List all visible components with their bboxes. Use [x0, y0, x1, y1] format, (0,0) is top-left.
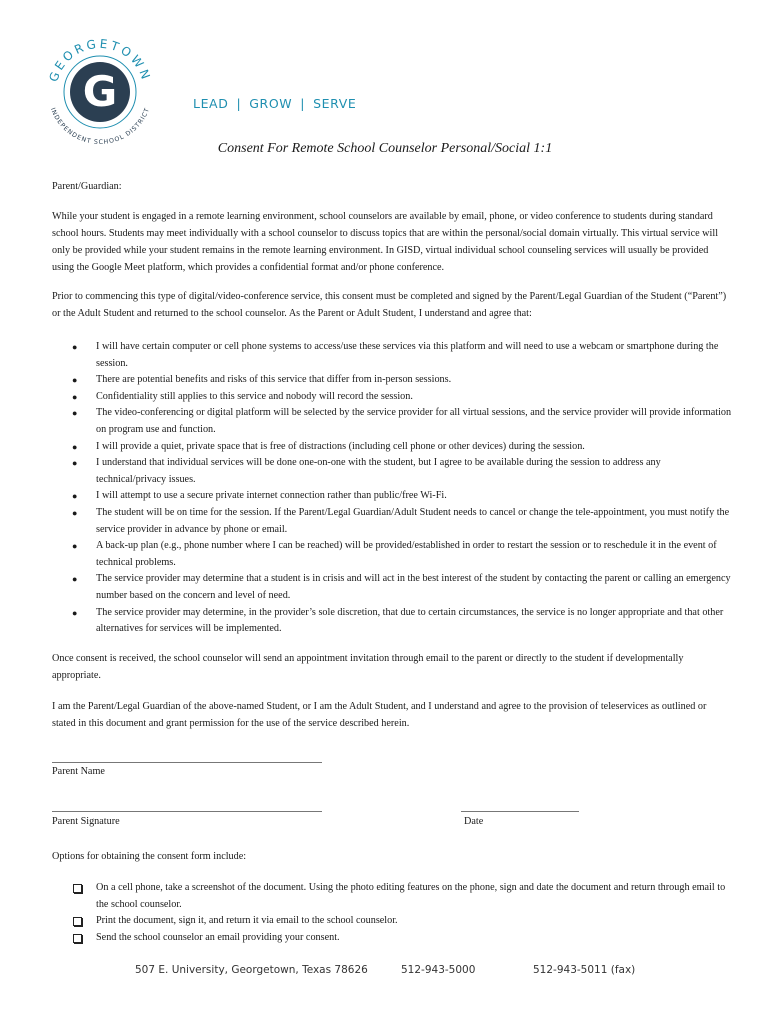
bullet-icon: ●: [72, 491, 78, 502]
tagline-separator: |: [300, 96, 306, 111]
consent-received-paragraph: Once consent is received, the school counselor will send an appointment invitation through email to the parent or directly to the student if developmentally appropriate.: [52, 653, 684, 681]
footer-fax: 512-943-5011 (fax): [533, 964, 636, 976]
parent-guardian-label: Parent/Guardian:: [52, 181, 122, 192]
bullet-icon: ●: [72, 507, 78, 518]
bullet-icon: ●: [72, 342, 78, 352]
parent-signature-line[interactable]: [52, 811, 322, 812]
list-item: [52, 439, 732, 456]
agreement-text: I will attempt to use a secure private internet connection rather than public/free Wi-Fi.: [96, 490, 447, 502]
option-text: On a cell phone, take a screenshot of the document. Using the photo editing features on the phone, sign and date the document and return through email to the school counselor.: [96, 882, 726, 910]
bullet-icon: ●: [72, 607, 78, 618]
bullet-icon: ●: [72, 391, 78, 402]
date-line[interactable]: [461, 811, 579, 812]
district-logo: [38, 30, 162, 154]
bullet-icon: ●: [72, 574, 78, 585]
agreement-text: The service provider may determine, in the provider’s sole discretion, that due to certain circumstances, the service is no longer appropriate and that other alternatives for services will be implemented.: [96, 606, 724, 635]
bullet-icon: ●: [72, 375, 78, 386]
bullet-icon: ●: [72, 408, 78, 419]
tagline: [193, 96, 356, 111]
footer-address: 507 E. University, Georgetown, Texas 78626: [135, 964, 368, 976]
option-text: Print the document, sign it, and return it via email to the school counselor.: [96, 915, 398, 927]
agreement-text: The student will be on time for the session. If the Parent/Legal Guardian/Adult Student needs to cancel or change the tele-appointment, you must notify the service provider in advance by phone or email.: [96, 506, 730, 535]
list-item: [52, 339, 732, 372]
parent-name-label: Parent Name: [52, 766, 105, 777]
options-heading: Options for obtaining the consent form include:: [52, 851, 247, 862]
list-item: [52, 605, 732, 638]
parent-signature-label: Parent Signature: [52, 816, 120, 827]
parent-name-line[interactable]: [52, 762, 322, 763]
tagline-serve: SERVE: [313, 96, 357, 111]
logo-text-bottom: INDEPENDENT SCHOOL DISTRICT: [48, 106, 152, 147]
list-item: [52, 880, 732, 913]
checkbox-icon: [73, 934, 82, 943]
checkbox-icon: [73, 917, 82, 926]
document-title: Consent For Remote School Counselor Personal/Social 1:1: [217, 141, 553, 156]
prior-paragraph: Prior to commencing this type of digital/video-conference service, this consent must be completed and signed by the Parent/Legal Guardian of the Student (“Parent”) or the Adult Student and returned to the school counselor. As the Parent or Adult Student, I understand and agree that:: [52, 291, 727, 319]
list-item: [52, 930, 732, 947]
tagline-separator: |: [236, 96, 242, 111]
agreement-text: I understand that individual services will be done one-on-one with the student, but I agree to be available during the session to address any technical/privacy issues.: [96, 457, 661, 485]
agreement-list: [52, 339, 732, 638]
options-list: [52, 880, 732, 946]
agreement-text: There are potential benefits and risks of this service that differ from in-person sessions.: [96, 374, 452, 386]
list-item: [52, 505, 732, 538]
agreement-text: I will provide a quiet, private space that is free of distractions (including cell phone or other devices) during the session.: [96, 440, 585, 452]
footer-phone: 512-943-5000: [401, 964, 476, 976]
bullet-icon: ●: [72, 441, 78, 452]
agreement-text: Confidentiality still applies to this service and nobody will record the session.: [96, 390, 413, 402]
tagline-grow: GROW: [249, 96, 293, 111]
agreement-text: I will have certain computer or cell phone systems to access/use these services via this platform and will need to use a webcam or smartphone during the session.: [96, 341, 719, 369]
agreement-paragraph: I am the Parent/Legal Guardian of the above-named Student, or I am the Adult Student, and I understand and agree to the provision of teleservices as outlined or stated in this document and grant permission for the use of the service described herein.: [52, 701, 707, 729]
bullet-icon: ●: [72, 458, 78, 469]
option-text: Send the school counselor an email providing your consent.: [96, 931, 340, 943]
list-item: [52, 538, 732, 571]
tagline-lead: LEAD: [193, 96, 229, 111]
list-item: [52, 488, 732, 505]
agreement-text: The video-conferencing or digital platform will be selected by the service provider for all virtual sessions, and the service provider will provide information on program use and function.: [96, 407, 732, 435]
checkbox-icon: [73, 884, 82, 893]
list-item: [52, 372, 732, 389]
list-item: [52, 571, 732, 604]
logo-letter: G: [82, 67, 118, 116]
list-item: [52, 389, 732, 406]
list-item: [52, 455, 732, 488]
bullet-icon: ●: [72, 541, 78, 552]
agreement-text: A back-up plan (e.g., phone number where I can be reached) will be provided/established in order to restart the session or to reschedule it in the event of technical problems.: [96, 540, 717, 568]
list-item: [52, 913, 732, 930]
intro-paragraph: While your student is engaged in a remote learning environment, school counselors are available by email, phone, or video conference to students during standard school hours. Students may meet individually with a school counselor to discuss topics that are within the personal/social domain virtually. This virtual service will only be provided while your student remains in the remote learning environment. In GISD, virtual individual school counseling services will usually be provided using the Google Meet platform, which provides a confidential format and/or phone conference.: [52, 211, 719, 273]
list-item: [52, 405, 732, 438]
logo-text-top: GEORGETOWN: [46, 36, 154, 84]
agreement-text: The service provider may determine that a student is in crisis and will act in the best interest of the student by contacting the parent or calling an emergency number based on the concern and level of need.: [96, 573, 731, 601]
date-label: Date: [464, 816, 484, 827]
